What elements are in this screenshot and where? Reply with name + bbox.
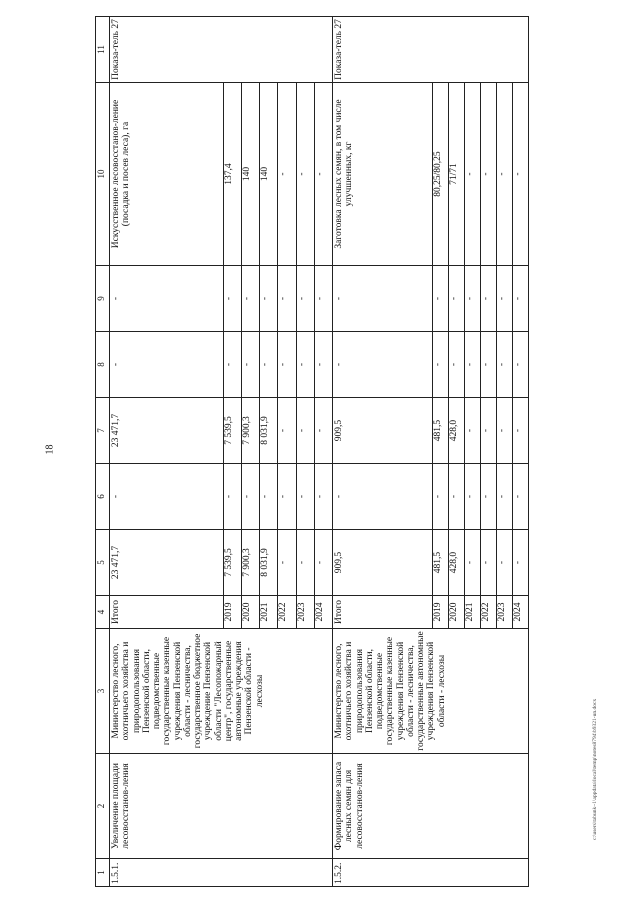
cell-c7: -	[314, 398, 332, 464]
cell-c7: -	[480, 398, 496, 464]
cell-c5: -	[464, 530, 480, 596]
cell-year: 2023	[296, 596, 314, 629]
total-c10: Искусственное лесовосстанов-ление (посадка и посев леса), га	[110, 83, 224, 266]
cell-year: 2022	[480, 596, 496, 629]
cell-year: 2022	[278, 596, 296, 629]
cell-year: 2024	[314, 596, 332, 629]
cell-c10: 140	[241, 83, 259, 266]
cell-c10: -	[314, 83, 332, 266]
cell-c6: -	[314, 464, 332, 530]
cell-c9: -	[296, 266, 314, 332]
cell-c8: -	[278, 332, 296, 398]
cell-c10: 140	[260, 83, 278, 266]
page-number: 18	[44, 444, 56, 455]
cell-c5: -	[314, 530, 332, 596]
cell-c10: -	[296, 83, 314, 266]
cell-year: 2021	[260, 596, 278, 629]
cell-c10: -	[278, 83, 296, 266]
cell-c8: -	[432, 332, 448, 398]
cell-c8: -	[296, 332, 314, 398]
executor: Министерство лесного, охотничьего хозяйства и природопользования Пензенской области, подведомственные государственные казенные учреждения Пензенской области - лесничества, государственное бюджетное учреждение Пензенской области "Лесопожарный центр", государственные автономные учреждения Пензенской области - лесхозы	[110, 629, 333, 754]
row-number: 1.5.1.	[110, 859, 333, 887]
indicator: Показа-тель 27	[110, 17, 333, 83]
total-year: Итого	[110, 596, 224, 629]
cell-c8: -	[496, 332, 512, 398]
cell-c5: 7 539,5	[223, 530, 241, 596]
header-row	[96, 17, 110, 887]
cell-c8: -	[464, 332, 480, 398]
measure-name: Формирование запаса лесных семян для лесовосстанов-ления	[333, 754, 529, 859]
cell-year: 2024	[512, 596, 528, 629]
cell-c9: -	[314, 266, 332, 332]
table-row	[110, 17, 224, 887]
total-c8: -	[110, 332, 224, 398]
cell-c8: -	[314, 332, 332, 398]
cell-c6: -	[448, 464, 464, 530]
cell-year: 2020	[241, 596, 259, 629]
col-header: 10	[96, 83, 110, 266]
cell-c7: 8 031,9	[260, 398, 278, 464]
col-header: 8	[96, 332, 110, 398]
cell-c10: -	[464, 83, 480, 266]
cell-c7: 428,0	[448, 398, 464, 464]
executor: Министерство лесного, охотничьего хозяйства и природопользования Пензенской области, подведомственные государственные казенные учреждения Пензенской области - лесничества, государственные автономные учреждения Пензенской области - лесхозы	[333, 629, 529, 754]
total-c10: Заготовка лесных семян, в том числе улучшенных, кг	[333, 83, 433, 266]
cell-c8: -	[448, 332, 464, 398]
cell-c5: 481,5	[432, 530, 448, 596]
cell-c5: -	[278, 530, 296, 596]
col-header: 1	[96, 859, 110, 887]
cell-c9: -	[496, 266, 512, 332]
cell-year: 2019	[223, 596, 241, 629]
table-row	[333, 17, 433, 887]
total-year: Итого	[333, 596, 433, 629]
cell-c6: -	[496, 464, 512, 530]
cell-c8: -	[512, 332, 528, 398]
program-table	[95, 16, 529, 887]
cell-c6: -	[512, 464, 528, 530]
cell-c5: 428,0	[448, 530, 464, 596]
cell-c7: -	[296, 398, 314, 464]
cell-c7: -	[278, 398, 296, 464]
cell-c9: -	[480, 266, 496, 332]
col-header: 6	[96, 464, 110, 530]
total-c9: -	[110, 266, 224, 332]
col-header: 3	[96, 629, 110, 754]
cell-c9: -	[432, 266, 448, 332]
cell-c5: 7 900,3	[241, 530, 259, 596]
cell-c9: -	[464, 266, 480, 332]
total-c5: 23 471,7	[110, 530, 224, 596]
cell-c6: -	[296, 464, 314, 530]
cell-c10: 80,25/80,25	[432, 83, 448, 266]
total-c5: 909,5	[333, 530, 433, 596]
total-c8: -	[333, 332, 433, 398]
cell-c5: -	[512, 530, 528, 596]
total-c9: -	[333, 266, 433, 332]
indicator: Показа-тель 27	[333, 17, 529, 83]
cell-year: 2021	[464, 596, 480, 629]
cell-c9: -	[260, 266, 278, 332]
total-c6: -	[110, 464, 224, 530]
cell-c9: -	[512, 266, 528, 332]
col-header: 2	[96, 754, 110, 859]
total-c7: 909,5	[333, 398, 433, 464]
cell-c5: -	[480, 530, 496, 596]
cell-c8: -	[260, 332, 278, 398]
total-c6: -	[333, 464, 433, 530]
col-header: 9	[96, 266, 110, 332]
cell-c10: -	[480, 83, 496, 266]
cell-c8: -	[223, 332, 241, 398]
cell-c5: -	[496, 530, 512, 596]
cell-c8: -	[480, 332, 496, 398]
cell-c6: -	[260, 464, 278, 530]
cell-c6: -	[223, 464, 241, 530]
col-header: 11	[96, 17, 110, 83]
row-number: 1.5.2.	[333, 859, 529, 887]
cell-c6: -	[432, 464, 448, 530]
cell-c5: -	[296, 530, 314, 596]
cell-c10: 71/71	[448, 83, 464, 266]
cell-c6: -	[241, 464, 259, 530]
col-header: 5	[96, 530, 110, 596]
cell-c7: -	[464, 398, 480, 464]
cell-c7: -	[496, 398, 512, 464]
cell-c10: -	[512, 83, 528, 266]
cell-c9: -	[278, 266, 296, 332]
cell-c7: 481,5	[432, 398, 448, 464]
cell-c6: -	[464, 464, 480, 530]
measure-name: Увеличение площади лесовосстанов-ления	[110, 754, 333, 859]
cell-c9: -	[241, 266, 259, 332]
col-header: 7	[96, 398, 110, 464]
total-c7: 23 471,7	[110, 398, 224, 464]
cell-c9: -	[448, 266, 464, 332]
cell-c7: -	[512, 398, 528, 464]
cell-c5: 8 031,9	[260, 530, 278, 596]
rotated-table-container	[95, 17, 529, 887]
cell-c7: 7 900,3	[241, 398, 259, 464]
cell-c10: 137,4	[223, 83, 241, 266]
cell-year: 2020	[448, 596, 464, 629]
cell-c7: 7 539,5	[223, 398, 241, 464]
cell-c6: -	[278, 464, 296, 530]
col-header: 4	[96, 596, 110, 629]
cell-year: 2019	[432, 596, 448, 629]
cell-c6: -	[480, 464, 496, 530]
footer-file-path: c:\users\tabunk~1\appdata\local\temp\notes8794\b9321-un.docx	[592, 698, 598, 840]
cell-year: 2023	[496, 596, 512, 629]
cell-c8: -	[241, 332, 259, 398]
cell-c10: -	[496, 83, 512, 266]
cell-c9: -	[223, 266, 241, 332]
